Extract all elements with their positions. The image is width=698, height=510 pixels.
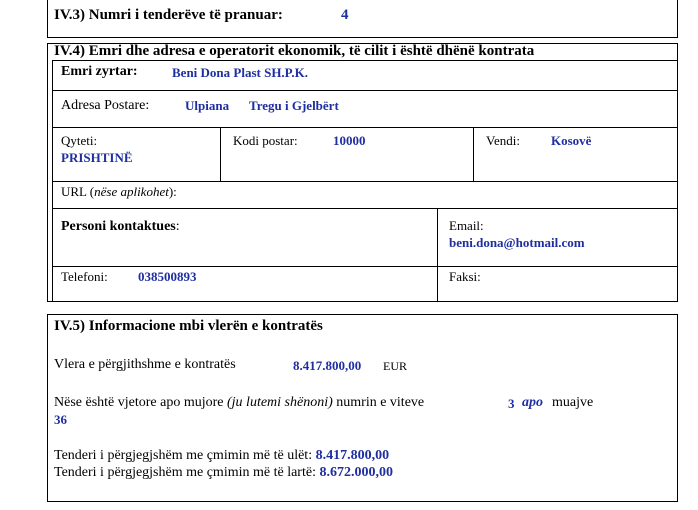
lowest-price-label: Tenderi i përgjegjshëm me çmimin më të ulët: [54,448,313,463]
duration-text [54,395,424,411]
iv4-col-divider-2 [473,127,474,181]
phone-value: 038500893 [138,269,197,284]
country-value: Kosovë [551,133,592,148]
iv4-divider-4 [52,181,678,182]
iv3-label: IV.3) Numri i tenderëve të pranuar: [54,7,283,23]
lowest-price-value: 8.417.800,00 [315,448,390,463]
iv4-divider-6 [52,266,678,267]
currency-label: EUR [383,359,407,373]
duration-italic: (ju lutemi shënoni) [227,395,333,410]
email-label: Email: [449,218,484,233]
email-value: beni.dona@hotmail.com [449,235,585,250]
country-label: Vendi: [486,133,520,148]
highest-price-value: 8.672.000,00 [319,465,393,480]
duration-suffix: numrin e viteve [332,395,425,410]
official-name-value: Beni Dona Plast SH.P.K. [172,65,309,80]
postal-code-value: 10000 [333,133,366,148]
postal-address-label: Adresa Postare: [61,98,150,113]
iv5-heading: IV.5) Informacione mbi vlerën e kontratës [54,318,323,334]
official-name-label: Emri zyrtar: [61,64,138,79]
lowest-price-line [54,448,389,464]
phone-label: Telefoni: [61,269,108,284]
url-label [61,184,177,200]
iv4-heading: IV.4) Emri dhe adresa e operatorit ekonomik, të cilit i është dhënë kontrata [54,43,535,59]
months-label: muajve [552,395,594,410]
contact-label [61,219,180,235]
url-label-end: ): [168,184,177,199]
postal-address-value-1: Ulpiana [185,98,230,113]
iv4-divider-3 [52,127,678,128]
highest-price-label: Tenderi i përgjegjshëm me çmimin më të lartë: [54,465,316,480]
iv4-divider-2 [52,90,678,91]
months-value: 36 [54,412,67,427]
city-value: PRISHTINË [61,150,133,165]
years-value: 3 [508,396,515,411]
total-value: 8.417.800,00 [293,358,362,373]
url-label-text: URL ( [61,184,95,199]
url-label-italic: nëse aplikohet [94,184,169,199]
duration-prefix: Nëse është vjetore apo mujore [54,395,227,410]
contact-label-colon: : [175,219,180,234]
iv4-col-divider-1 [220,127,221,181]
iv4-divider-5 [52,208,678,209]
iv4-divider-1 [52,60,678,61]
city-label: Qyteti: [61,133,98,148]
section-iv4 [47,43,678,302]
postal-address-value-2: Tregu i Gjelbërt [249,98,339,113]
iv3-value: 4 [341,7,349,23]
total-value-label: Vlera e përgjithshme e kontratës [54,357,236,372]
contact-label-text: Personi kontaktues [61,219,176,234]
fax-label: Faksi: [449,269,481,284]
highest-price-line [54,465,393,481]
postal-code-label: Kodi postar: [233,133,298,148]
iv4-col-divider-3 [437,208,438,302]
apo-text: apo [522,395,543,410]
